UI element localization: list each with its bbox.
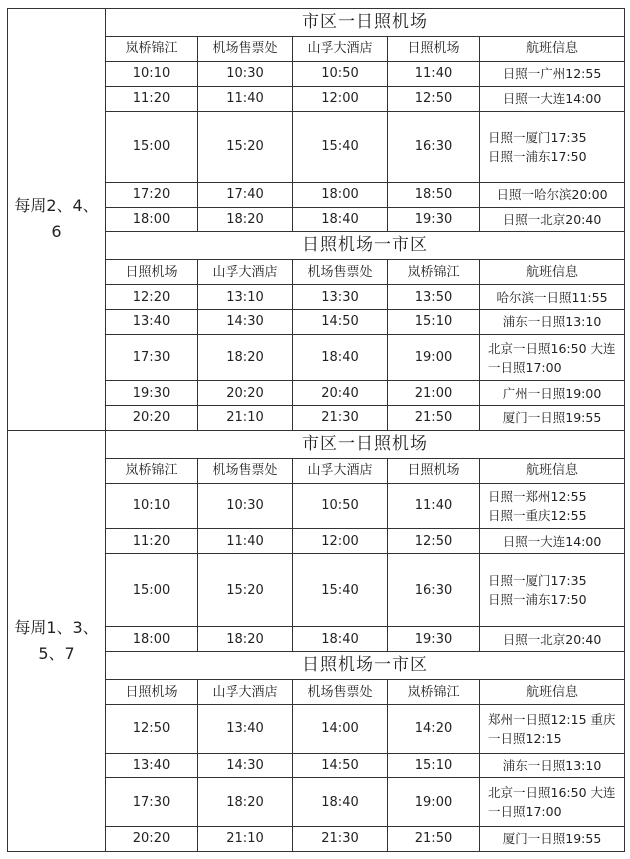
route-title: 市区一日照机场 xyxy=(106,430,625,458)
column-header: 日照机场 xyxy=(106,260,198,285)
time-cell: 12:50 xyxy=(106,704,198,753)
column-header: 航班信息 xyxy=(480,260,625,285)
column-header: 日照机场 xyxy=(388,458,480,483)
column-header: 航班信息 xyxy=(480,458,625,483)
time-cell: 20:40 xyxy=(293,381,388,406)
flight-info-cell: 日照一北京20:40 xyxy=(480,627,625,652)
flight-info-cell: 日照一郑州12:55 日照一重庆12:55 xyxy=(480,483,625,528)
time-cell: 20:20 xyxy=(198,381,293,406)
time-cell: 17:20 xyxy=(106,182,198,207)
column-header: 岚桥锦江 xyxy=(106,37,198,62)
time-cell: 18:20 xyxy=(198,207,293,232)
column-header: 山孚大酒店 xyxy=(293,37,388,62)
time-cell: 13:10 xyxy=(198,285,293,310)
flight-info-cell: 哈尔滨一日照11:55 xyxy=(480,285,625,310)
column-header: 山孚大酒店 xyxy=(198,260,293,285)
column-header: 日照机场 xyxy=(388,37,480,62)
time-cell: 14:30 xyxy=(198,753,293,778)
time-cell: 18:20 xyxy=(198,627,293,652)
time-cell: 16:30 xyxy=(388,553,480,626)
time-cell: 12:00 xyxy=(293,86,388,111)
flight-info-cell: 日照一广州12:55 xyxy=(480,61,625,86)
time-cell: 15:20 xyxy=(198,111,293,182)
time-cell: 13:40 xyxy=(198,704,293,753)
time-cell: 14:50 xyxy=(293,310,388,335)
time-cell: 12:00 xyxy=(293,529,388,554)
section-title-row xyxy=(8,9,625,37)
time-cell: 14:50 xyxy=(293,753,388,778)
flight-info-cell: 日照一大连14:00 xyxy=(480,86,625,111)
time-cell: 17:30 xyxy=(106,778,198,827)
flight-info-cell: 日照一大连14:00 xyxy=(480,529,625,554)
route-title: 日照机场一市区 xyxy=(106,652,625,680)
flight-info-cell: 厦门一日照19:55 xyxy=(480,826,625,851)
time-cell: 18:20 xyxy=(198,778,293,827)
time-cell: 21:30 xyxy=(293,826,388,851)
column-header: 机场售票处 xyxy=(293,260,388,285)
time-cell: 19:00 xyxy=(388,334,480,380)
time-cell: 15:20 xyxy=(198,553,293,626)
time-cell: 18:00 xyxy=(293,182,388,207)
flight-info-cell: 北京一日照16:50 大连一日照17:00 xyxy=(480,334,625,380)
time-cell: 15:40 xyxy=(293,111,388,182)
time-cell: 14:20 xyxy=(388,704,480,753)
time-cell: 18:40 xyxy=(293,778,388,827)
time-cell: 21:10 xyxy=(198,406,293,431)
time-cell: 21:50 xyxy=(388,406,480,431)
time-cell: 15:00 xyxy=(106,111,198,182)
time-cell: 11:20 xyxy=(106,529,198,554)
time-cell: 17:40 xyxy=(198,182,293,207)
time-cell: 15:40 xyxy=(293,553,388,626)
day-group-label: 每周2、4、6 xyxy=(8,9,106,431)
time-cell: 21:30 xyxy=(293,406,388,431)
column-header: 航班信息 xyxy=(480,37,625,62)
time-cell: 18:50 xyxy=(388,182,480,207)
time-cell: 15:10 xyxy=(388,753,480,778)
route-title: 日照机场一市区 xyxy=(106,232,625,260)
time-cell: 19:30 xyxy=(106,381,198,406)
time-cell: 18:40 xyxy=(293,334,388,380)
time-cell: 12:50 xyxy=(388,86,480,111)
time-cell: 20:20 xyxy=(106,406,198,431)
time-cell: 15:10 xyxy=(388,310,480,335)
time-cell: 21:50 xyxy=(388,826,480,851)
flight-info-cell: 日照一北京20:40 xyxy=(480,207,625,232)
time-cell: 12:50 xyxy=(388,529,480,554)
flight-info-cell: 广州一日照19:00 xyxy=(480,381,625,406)
flight-info-cell: 郑州一日照12:15 重庆一日照12:15 xyxy=(480,704,625,753)
time-cell: 20:20 xyxy=(106,826,198,851)
time-cell: 11:20 xyxy=(106,86,198,111)
time-cell: 10:10 xyxy=(106,61,198,86)
time-cell: 10:30 xyxy=(198,483,293,528)
section-title-row xyxy=(8,430,625,458)
time-cell: 21:10 xyxy=(198,826,293,851)
column-header: 岚桥锦江 xyxy=(106,458,198,483)
flight-info-cell: 日照一厦门17:35 日照一浦东17:50 xyxy=(480,111,625,182)
time-cell: 18:00 xyxy=(106,207,198,232)
flight-info-cell: 浦东一日照13:10 xyxy=(480,310,625,335)
column-header: 岚桥锦江 xyxy=(388,260,480,285)
column-header: 航班信息 xyxy=(480,680,625,705)
time-cell: 11:40 xyxy=(198,86,293,111)
schedule-body xyxy=(8,9,625,852)
time-cell: 18:40 xyxy=(293,207,388,232)
time-cell: 13:50 xyxy=(388,285,480,310)
flight-info-cell: 浦东一日照13:10 xyxy=(480,753,625,778)
time-cell: 14:30 xyxy=(198,310,293,335)
shuttle-schedule-table xyxy=(7,8,625,852)
column-header: 山孚大酒店 xyxy=(293,458,388,483)
time-cell: 13:40 xyxy=(106,310,198,335)
time-cell: 11:40 xyxy=(388,61,480,86)
column-header: 岚桥锦江 xyxy=(388,680,480,705)
time-cell: 18:40 xyxy=(293,627,388,652)
time-cell: 21:00 xyxy=(388,381,480,406)
route-title: 市区一日照机场 xyxy=(106,9,625,37)
flight-info-cell: 日照一厦门17:35 日照一浦东17:50 xyxy=(480,553,625,626)
time-cell: 19:30 xyxy=(388,627,480,652)
time-cell: 18:20 xyxy=(198,334,293,380)
time-cell: 19:30 xyxy=(388,207,480,232)
time-cell: 13:30 xyxy=(293,285,388,310)
time-cell: 13:40 xyxy=(106,753,198,778)
time-cell: 11:40 xyxy=(388,483,480,528)
flight-info-cell: 厦门一日照19:55 xyxy=(480,406,625,431)
time-cell: 10:10 xyxy=(106,483,198,528)
time-cell: 18:00 xyxy=(106,627,198,652)
time-cell: 19:00 xyxy=(388,778,480,827)
column-header: 日照机场 xyxy=(106,680,198,705)
time-cell: 17:30 xyxy=(106,334,198,380)
time-cell: 11:40 xyxy=(198,529,293,554)
column-header: 机场售票处 xyxy=(293,680,388,705)
time-cell: 10:50 xyxy=(293,61,388,86)
day-group-label: 每周1、3、5、7 xyxy=(8,430,106,851)
time-cell: 12:20 xyxy=(106,285,198,310)
column-header: 机场售票处 xyxy=(198,458,293,483)
time-cell: 10:30 xyxy=(198,61,293,86)
time-cell: 10:50 xyxy=(293,483,388,528)
column-header: 山孚大酒店 xyxy=(198,680,293,705)
flight-info-cell: 日照一哈尔滨20:00 xyxy=(480,182,625,207)
time-cell: 15:00 xyxy=(106,553,198,626)
time-cell: 14:00 xyxy=(293,704,388,753)
time-cell: 16:30 xyxy=(388,111,480,182)
column-header: 机场售票处 xyxy=(198,37,293,62)
flight-info-cell: 北京一日照16:50 大连一日照17:00 xyxy=(480,778,625,827)
